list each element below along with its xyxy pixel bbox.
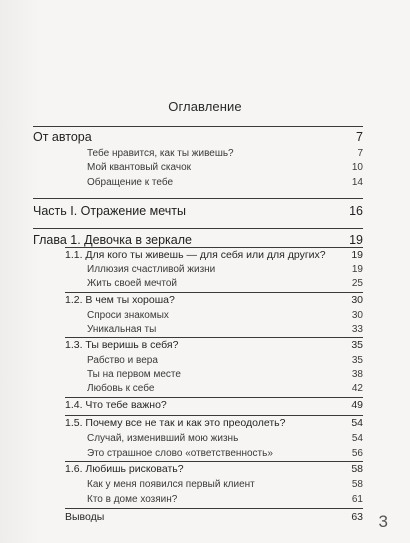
toc-entry-page: 30 [351, 294, 363, 306]
toc-entry-page: 14 [351, 177, 363, 188]
toc-entry-page: 54 [351, 433, 363, 444]
toc-entry-section-1-3 [65, 339, 363, 351]
toc-entry-label: Выводы [65, 511, 105, 523]
toc-entry [87, 479, 363, 490]
divider [65, 337, 363, 338]
toc-entry-label: 1.4. Что тебе важно? [65, 399, 167, 411]
toc-entry-page: 35 [351, 339, 363, 351]
divider [65, 508, 363, 509]
toc-entry-label: 1.5. Почему все не так и как это преодолеть? [65, 417, 286, 429]
toc-entry [87, 494, 363, 505]
toc-entry [87, 177, 363, 188]
toc-entry-label: Рабство и вера [87, 355, 158, 366]
toc-entry-label: Тебе нравится, как ты живешь? [87, 148, 234, 159]
divider [65, 247, 363, 248]
toc-entry-label: Часть I. Отражение мечты [33, 204, 186, 218]
toc-entry [87, 310, 363, 321]
toc-entry-page: 19 [351, 249, 363, 261]
toc-entry [87, 162, 363, 173]
toc-entry [87, 264, 363, 275]
toc-entry-section-1-4 [65, 399, 363, 411]
toc-entry-page: 33 [351, 324, 363, 335]
toc-entry-label: Спроси знакомых [87, 310, 169, 321]
toc-title: Оглавление [168, 99, 242, 114]
divider [65, 292, 363, 293]
toc-entry-label: Это страшное слово «ответственность» [87, 448, 273, 459]
toc-entry-page: 16 [349, 204, 363, 218]
toc-entry [87, 278, 363, 289]
toc-entry [87, 148, 363, 159]
toc-entry-page: 19 [349, 233, 363, 247]
toc-entry [87, 433, 363, 444]
toc-entry [87, 383, 363, 394]
toc-entry-section-1-1 [65, 249, 363, 261]
toc-entry-page: 30 [351, 310, 363, 321]
toc-entry-page: 7 [356, 130, 363, 144]
divider [65, 461, 363, 462]
toc-entry-page: 38 [351, 369, 363, 380]
toc-entry-label: Ты на первом месте [87, 369, 181, 380]
toc-entry-page: 25 [351, 278, 363, 289]
divider [33, 198, 363, 199]
toc-entry-label: 1.3. Ты веришь в себя? [65, 339, 179, 351]
divider [65, 397, 363, 398]
toc-entry-label: Мой квантовый скачок [87, 162, 192, 173]
toc-entry-page: 19 [351, 264, 363, 275]
toc-entry-page: 58 [351, 463, 363, 475]
toc-entry-section-1-6 [65, 463, 363, 475]
toc-entry [87, 324, 363, 335]
toc-entry-label: Любовь к себе [87, 383, 155, 394]
toc-entry-label: 1.1. Для кого ты живешь — для себя или для других? [65, 249, 326, 261]
toc-entry-label: Кто в доме хозяин? [87, 494, 178, 505]
toc-entry-conclusions [65, 511, 363, 523]
toc-entry [87, 369, 363, 380]
toc-entry-chapter-1 [33, 233, 363, 247]
divider [65, 415, 363, 416]
toc-entry-page: 63 [351, 511, 363, 523]
toc-entry-label: 1.2. В чем ты хороша? [65, 294, 175, 306]
toc-entry-page: 61 [351, 494, 363, 505]
toc-entry-page: 10 [351, 162, 363, 173]
toc-entry-label: Случай, изменивший мою жизнь [87, 433, 239, 444]
toc-entry-page: 54 [351, 417, 363, 429]
toc-entry-label: Уникальная ты [87, 324, 157, 335]
toc-entry-label: Обращение к тебе [87, 177, 174, 188]
toc-entry-page: 35 [351, 355, 363, 366]
toc-entry-page: 42 [351, 383, 363, 394]
toc-entry-label: Глава 1. Девочка в зеркале [33, 233, 192, 247]
toc-entry-page: 56 [351, 448, 363, 459]
page-number: 3 [378, 512, 388, 531]
toc-entry-label: От автора [33, 130, 92, 144]
toc-entry [87, 355, 363, 366]
toc-entry-section-1-2 [65, 294, 363, 306]
toc-entry-label: Иллюзия счастливой жизни [87, 264, 216, 275]
divider [33, 126, 363, 127]
toc-entry-page: 7 [357, 148, 363, 159]
toc-entry-page: 49 [351, 399, 363, 411]
toc-entry-label: Жить своей мечтой [87, 278, 178, 289]
toc-entry-page: 58 [351, 479, 363, 490]
toc-entry-part-1 [33, 204, 363, 218]
divider [33, 228, 363, 229]
toc-entry-section-1-5 [65, 417, 363, 429]
toc-entry [87, 448, 363, 459]
toc-entry-label: 1.6. Любишь рисковать? [65, 463, 184, 475]
toc-entry-label: Как у меня появился первый клиент [87, 479, 255, 490]
toc-entry-from-author [33, 130, 363, 144]
